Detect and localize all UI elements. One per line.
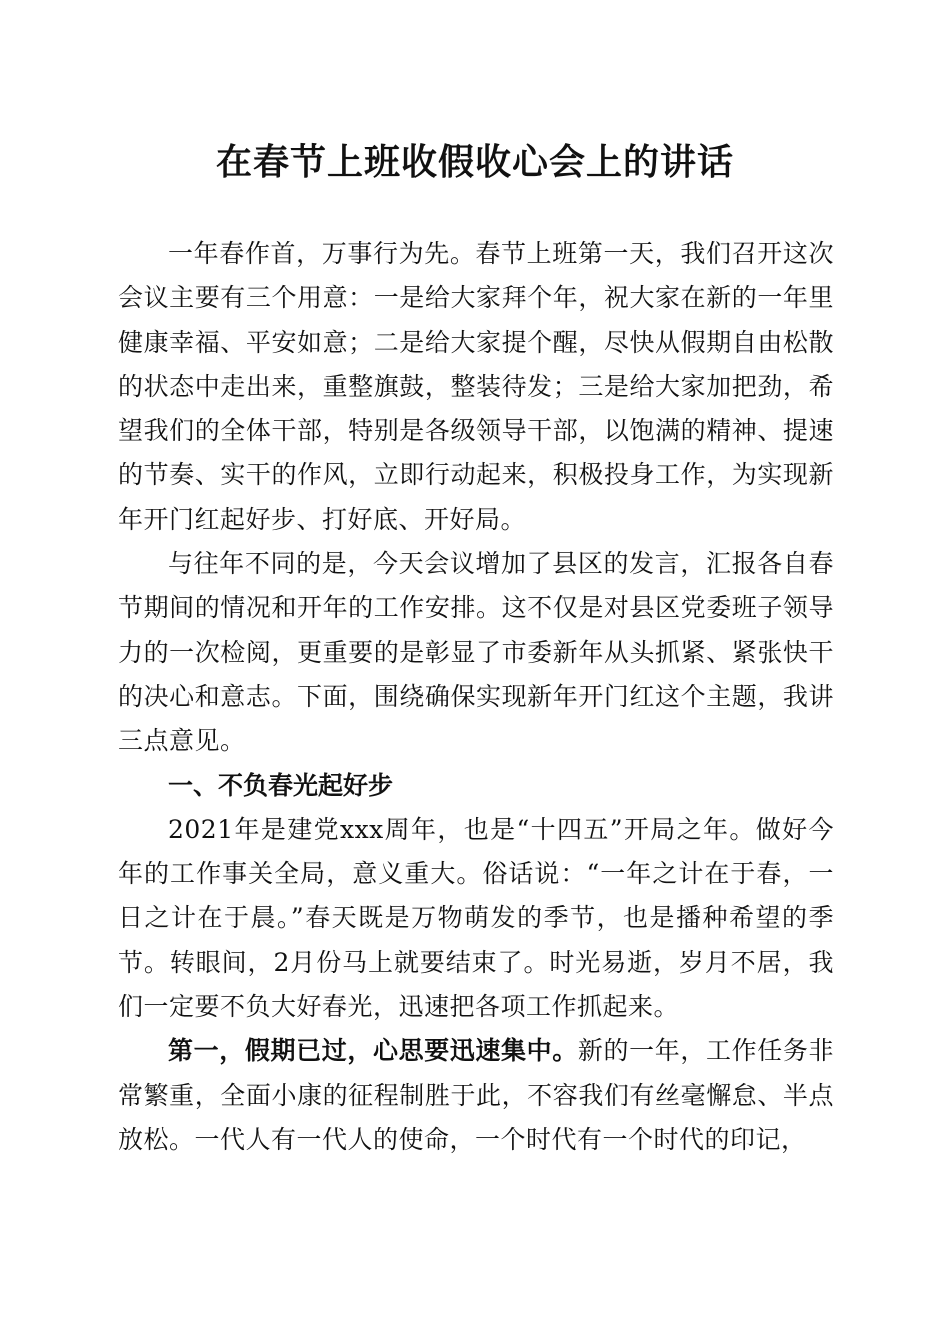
paragraph-point-one — [118, 1029, 834, 1162]
paragraph-meeting-overview: 与往年不同的是，今天会议增加了县区的发言，汇报各自春节期间的情况和开年的工作安排。这不仅是对县区党委班子领导力的一次检阅，更重要的是彰显了市委新年从头抓紧、紧张快干的决心和意志。下面，围绕确保实现新年开门红这个主题，我讲三点意见。 — [118, 549, 834, 756]
document-title: 在春节上班收假收心会上的讲话 — [215, 141, 734, 183]
point-one-lead: 第一，假期已过，心思要迅速集中。 — [168, 1036, 578, 1066]
document-body — [118, 232, 834, 1162]
paragraph-section-one: 2021年是建党xxx周年，也是“十四五”开局之年。做好今年的工作事关全局，意义重大。俗话说：“一年之计在于春，一日之计在于晨。”春天既是万物萌发的季节，也是播种希望的季节。转眼间，2月份马上就要结束了。时光易逝，岁月不居，我们一定要不负大好春光，迅速把各项工作抓起来。 — [118, 814, 834, 1022]
point-one-text: 新的一年，工作任务非常繁重，全面小康的征程制胜于此，不容我们有丝毫懈怠、半点放松。一代人有一代人的使命，一个时代有一个时代的印记， — [118, 1036, 834, 1154]
paragraph-opening: 一年春作首，万事行为先。春节上班第一天，我们召开这次会议主要有三个用意：一是给大家拜个年，祝大家在新的一年里健康幸福、平安如意；二是给大家提个醒，尽快从假期自由松散的状态中走出来，重整旗鼓，整装待发；三是给大家加把劲，希望我们的全体干部，特别是各级领导干部，以饱满的精神、提速的节奏、实干的作风，立即行动起来，积极投身工作，为实现新年开门红起好步、打好底、开好局。 — [118, 239, 834, 534]
section-heading-one: 一、不负春光起好步 — [168, 770, 394, 800]
